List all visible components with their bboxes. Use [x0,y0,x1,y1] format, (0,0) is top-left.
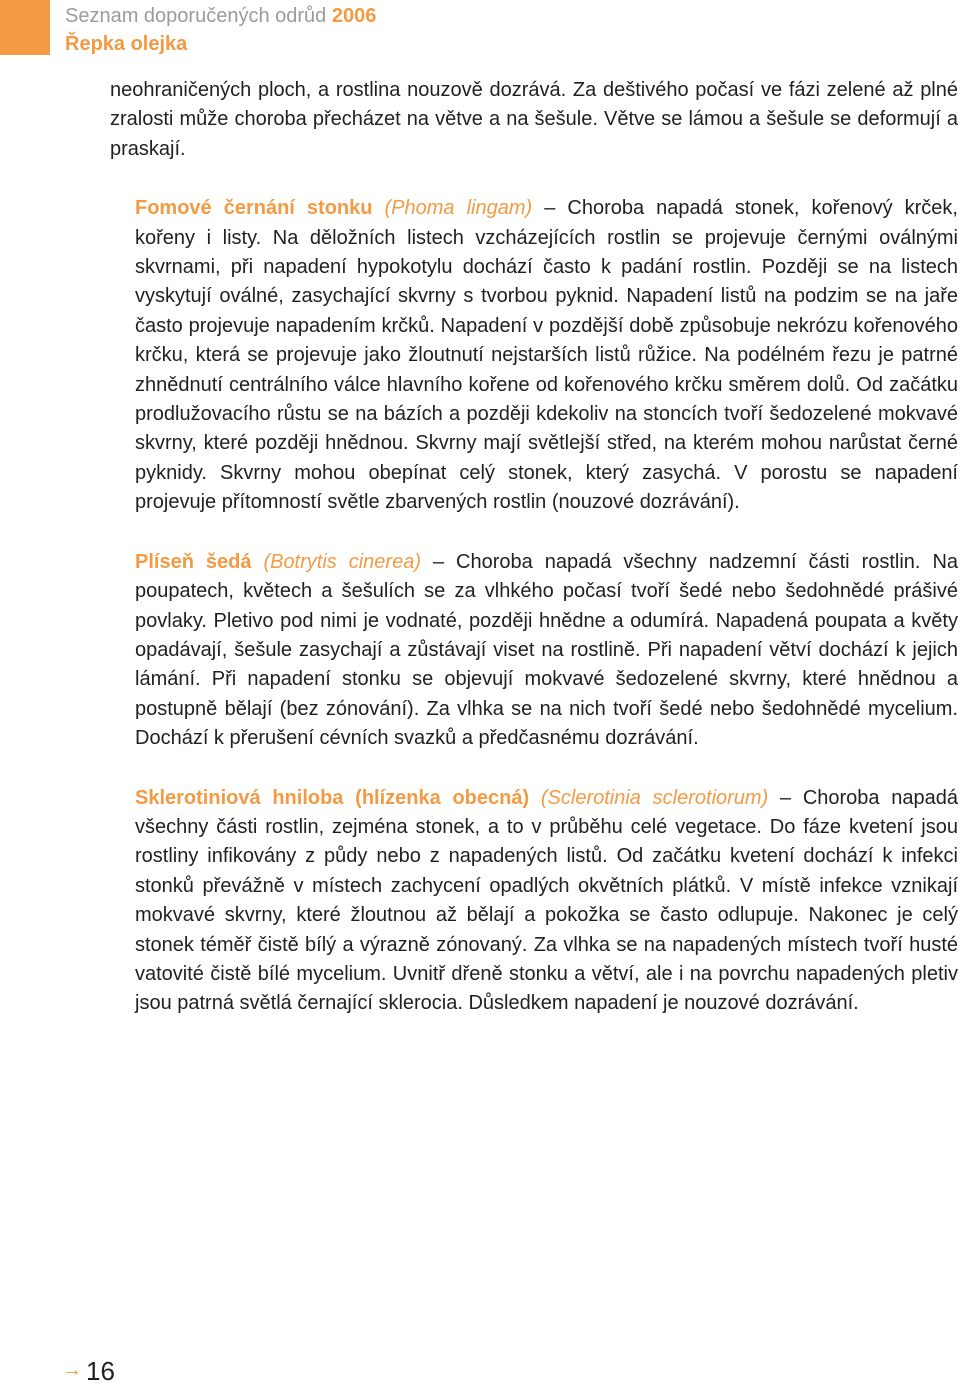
sclerotinia-text: – Choroba napadá všechny části rostlin, zejména stonek, a to v průběhu celé vegetace. Do fáze kvetení jsou rostliny infikovány z půdy nebo z napadených listů. Od začátku kvetení dochází k infekci stonků převážně v místech zachycení opadlých okvětních plátků. V místě infekce vznikají mokvavé skvrny, které žloutnou až bělají a pokožka se často odlupuje. Nakonec je celý stonek téměř čistě bílý a výrazně zónovaný. Za vlhka se na napadených místech tvoří husté vatovité čistě bílé mycelium. Uvnitř dřeně stonku a větví, ale i na povrchu napadených pletiv jsou patrná světlá černající sklerocia. Důsledkem napadení je nouzové dozrávání. [135,786,959,1015]
sclerotinia-latin: (Sclerotinia sclerotiorum) [540,786,769,809]
page-footer [62,1355,115,1386]
page-header [65,2,376,58]
botrytis-paragraph [110,548,958,754]
header-accent-block [0,0,50,55]
phoma-title: Fomové černání stonku [135,197,373,220]
sclerotinia-title: Sklerotiniová hniloba (hlízenka obecná) [135,786,530,809]
intro-paragraph: neohraničených ploch, a rostlina nouzově dozrává. Za deštivého počasí ve fázi zelené až plné zralosti může choroba přecházet na větve a na šešule. Větve se lámou a šešule se deformují a praskají. [110,79,958,160]
arrow-right-icon: → [62,1359,82,1381]
phoma-paragraph [110,194,958,517]
header-title: Seznam doporučených odrůd [65,5,327,27]
phoma-latin: (Phoma lingam) [384,197,533,220]
botrytis-latin: (Botrytis cinerea) [263,550,421,573]
main-content [110,76,958,1049]
header-title-line [65,2,376,30]
botrytis-title: Plíseň šedá [135,550,252,573]
sclerotinia-paragraph [110,784,958,1019]
header-year: 2006 [331,5,377,27]
header-subtitle: Řepka olejka [65,33,188,55]
botrytis-text: – Choroba napadá všechny nadzemní části rostlin. Na poupatech, květech a šešulích se za vlhkého počasí tvoří šedé nebo šedohnědé prášivé povlaky. Pletivo pod nimi je vodnaté, později hnědne a odumírá. Napadená poupata a květy opadávají, šešule zasychají a zůstávají viset na rostlině. Při napadení větví dochází k jejich lámání. Při napadení stonku se objevují mokvavé šedozelené skvrny, které hnědnou a postupně bělají (bez zónování). Za vlhka se na nich tvoří šedé nebo šedohnědé mycelium. Dochází k přerušení cévních svazků a předčasnému dozrávání. [135,550,959,750]
phoma-text: – Choroba napadá stonek, kořenový krček, kořeny i listy. Na děložních listech vzcházejících rostlin se projevuje černými oválnými skvrnami, při napadení hypokotylu dochází často k padání rostlin. Později se na listech vyskytují oválné, zasychající skvrny s tvorbou pyknid. Napadení listů na podzim se na jaře často projevuje napadením krčků. Napadení v pozdější době způsobuje nekrózu kořenového krčku, která se projevuje jako žloutnutí nejstarších listů růžice. Na podélném řezu je patrné zhnědnutí centrálního válce hlavního kořene od kořenového krčku směrem dolů. Od začátku prodlužovacího růstu se na bázích a později kdekoliv na stoncích tvoří šedozelené mokvavé skvrny, které později hnědnou. Skvrny mají světlejší střed, na kterém mohou narůstat černé pyknidy. Skvrny mohou obepínat celý stonek, který zasychá. V porostu se napadení projevuje přítomností světle zbarvených rostlin (nouzové dozrávání). [135,197,958,514]
page-number: 16 [86,1356,115,1386]
